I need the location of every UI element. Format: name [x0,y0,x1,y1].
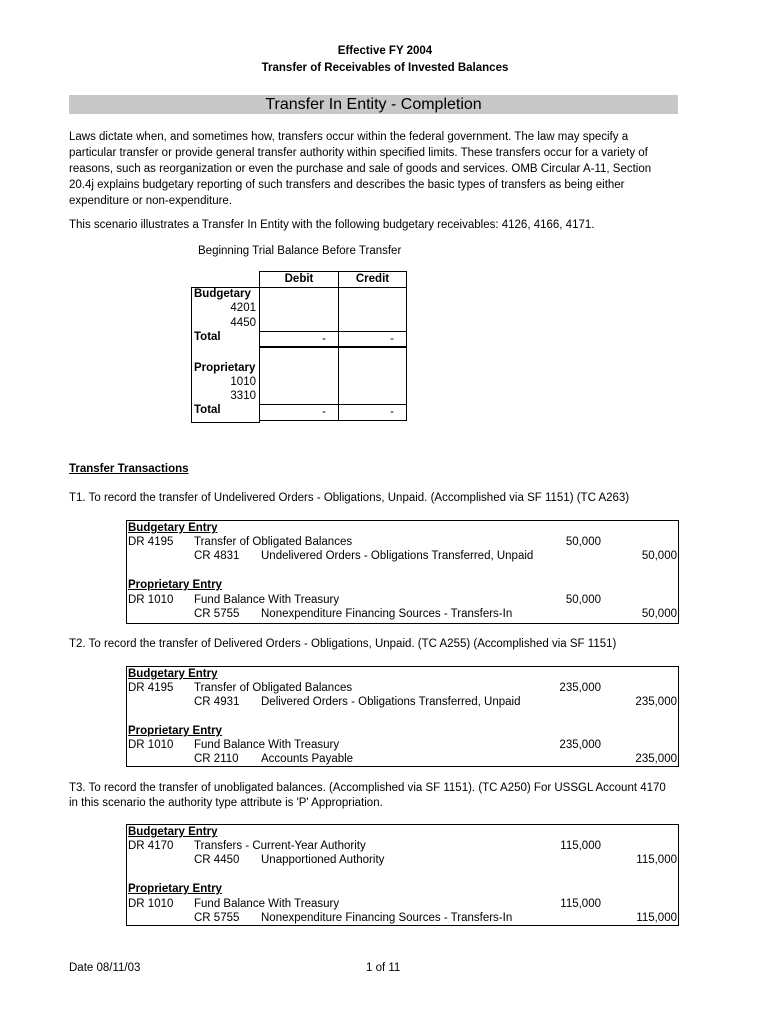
proprietary-entry-label: Proprietary Entry [128,725,222,737]
cr-account: CR 2110 [194,753,239,765]
account-number: 1010 [230,376,256,388]
page-title-banner: Transfer In Entity - Completion [69,95,678,114]
credit-amount: 235,000 [635,696,677,708]
credit-amount: 50,000 [641,608,677,620]
dr-account: DR 4195 [128,536,174,548]
cr-account: CR 4831 [194,550,240,562]
debit-amount: 115,000 [560,840,601,852]
proprietary-debit-cell [259,347,339,405]
cr-account: CR 5755 [194,912,240,924]
t1-description: T1. To record the transfer of Undelivered Orders - Obligations, Unpaid. (Accomplished via SF 1151) (TC A263) [69,492,630,504]
debit-amount: 235,000 [559,682,601,694]
proprietary-label: Proprietary [194,362,256,374]
dr-description: Fund Balance With Treasury [194,898,340,910]
proprietary-total-credit: - [338,404,407,421]
trial-balance-table [191,271,407,423]
budgetary-credit-cell [338,287,407,332]
cr-account: CR 5755 [194,608,240,620]
cr-description: Accounts Payable [261,753,354,765]
proprietary-total-debit: - [259,404,339,421]
header-line-2: Transfer of Receivables of Invested Balances [261,62,509,74]
dr-account: DR 1010 [128,739,174,751]
dr-account: DR 4195 [128,682,174,694]
budgetary-label: Budgetary [194,288,251,300]
intro-line: particular transfer or provide general transfer authority within specified limits. These transfers occur for a variety of [69,147,648,159]
footer-date: Date 08/11/03 [69,962,141,974]
dr-description: Fund Balance With Treasury [194,739,340,751]
dr-description: Transfers - Current-Year Authority [194,840,366,852]
dr-description: Transfer of Obligated Balances [194,536,353,548]
dr-description: Transfer of Obligated Balances [194,682,353,694]
proprietary-entry-label: Proprietary Entry [128,883,222,895]
credit-amount: 235,000 [635,753,677,765]
cr-account: CR 4931 [194,696,240,708]
t3-description-line-1: T3. To record the transfer of unobligated balances. (Accomplished via SF 1151). (TC A250) For USSGL Account 4170 [69,782,666,794]
intro-line: expenditure or non-expenditure. [69,195,233,207]
account-number: 4450 [230,317,256,329]
budgetary-entry-label: Budgetary Entry [128,668,218,680]
dr-account: DR 1010 [128,898,174,910]
proprietary-entry-label: Proprietary Entry [128,579,222,591]
cr-account: CR 4450 [194,854,240,866]
account-number: 3310 [230,390,256,402]
dr-description: Fund Balance With Treasury [194,594,340,606]
dr-account: DR 4170 [128,840,174,852]
trial-balance-title: Beginning Trial Balance Before Transfer [198,245,402,257]
cr-description: Delivered Orders - Obligations Transferred, Unpaid [261,696,521,708]
t2-description: T2. To record the transfer of Delivered Orders - Obligations, Unpaid. (TC A255) (Accomplished via SF 1151) [69,638,617,650]
t3-journal-entry [126,824,679,926]
transactions-heading: Transfer Transactions [69,463,189,475]
header-line-1: Effective FY 2004 [337,45,433,57]
t2-journal-entry [126,666,679,767]
proprietary-credit-cell [338,347,407,405]
account-number: 4201 [230,302,256,314]
credit-amount: 115,000 [636,854,677,866]
cr-description: Nonexpenditure Financing Sources - Transfers-In [261,608,513,620]
footer-page-number: 1 of 11 [366,962,401,974]
intro-line: reasons, such as reorganization or even the purchase and sale of goods and services. OMB Circular A-11, Section [69,163,652,175]
intro-paragraph-1 [69,129,684,209]
budgetary-total-label: Total [194,331,221,343]
proprietary-total-label: Total [194,404,221,416]
budgetary-debit-cell [259,287,339,332]
budgetary-total-credit: - [338,331,407,347]
intro-paragraph-2: This scenario illustrates a Transfer In Entity with the following budgetary receivables: 4126, 4166, 4171. [69,219,595,231]
cr-description: Nonexpenditure Financing Sources - Transfers-In [261,912,513,924]
debit-header: Debit [259,271,339,288]
cr-description: Unapportioned Authority [261,854,385,866]
credit-amount: 50,000 [641,550,677,562]
budgetary-entry-label: Budgetary Entry [128,522,218,534]
budgetary-entry-label: Budgetary Entry [128,826,218,838]
intro-line: 20.4j explains budgetary reporting of such transfers and describes the basic types of transfers as being either [69,179,625,191]
debit-amount: 115,000 [560,898,601,910]
debit-amount: 50,000 [565,536,601,548]
credit-amount: 115,000 [636,912,677,924]
dr-account: DR 1010 [128,594,174,606]
t1-journal-entry [126,520,679,624]
t3-description-line-2: in this scenario the authority type attribute is 'P' Appropriation. [69,797,383,809]
credit-header: Credit [338,271,407,288]
debit-amount: 50,000 [565,594,601,606]
intro-line: Laws dictate when, and sometimes how, transfers occur within the federal government. The law may specify a [69,131,629,143]
budgetary-total-debit: - [259,331,339,347]
debit-amount: 235,000 [559,739,601,751]
cr-description: Undelivered Orders - Obligations Transferred, Unpaid [261,550,534,562]
